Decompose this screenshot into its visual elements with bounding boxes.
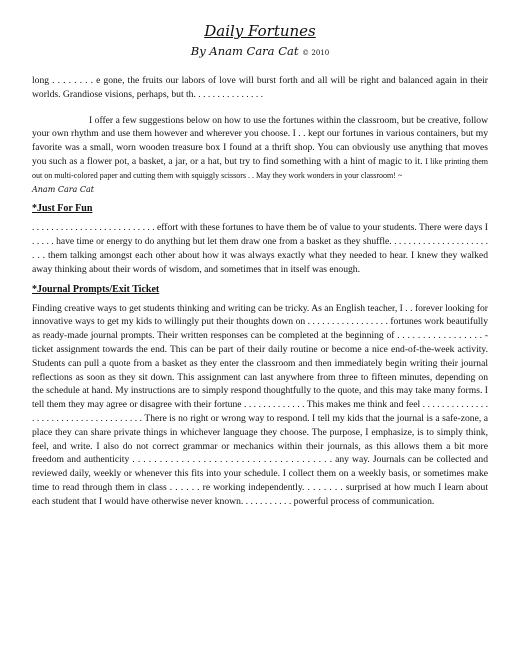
intro-paragraph: long . . . . . . . . e gone, the fruits our labors of love will burst forth and all will be right and balanced again in their worlds. Grandiose visions, perhaps, but th. . . . . . . . . . . . . . . [32, 75, 488, 100]
document-title: Daily Fortunes [204, 22, 316, 40]
fun-paragraph: . . . . . . . . . . . . . . . . . . . . . . . . . . effort with these fortunes to have them be of value to your students. There were days I . . . . . have time or energy to do anything but let them draw one from a basket as they shuffle. . . . . . . . . . . . . . . . . . . . . . . . them talking amongst each other about how it was always exactly what they needed to hear. I knew they walked away thinking about their words of wisdom, and sometimes that in itself was enough. [32, 222, 488, 275]
section-heading-just-for-fun: *Just For Fun [32, 203, 93, 215]
copyright-notice: © 2010 [302, 49, 330, 57]
author-name: By Anam Cara Cat [190, 44, 299, 58]
suggestions-small-text: I like printing them out on multi-colored paper and cutting them with squiggly scissors . . May they work wonders in your classroom! ~ [32, 156, 488, 180]
author-signature: Anam Cara Cat [32, 184, 94, 194]
suggestions-paragraph [32, 114, 488, 197]
section-heading-journal-prompts: *Journal Prompts/Exit Ticket [32, 283, 160, 295]
journal-paragraph: Finding creative ways to get students thinking and writing can be tricky. As an English teacher, I . . forever looking for innovative ways to get my kids to willingly put their thoughts down on . . . . . . . . . . . . . . . . . fortunes work beautifully as ready-made journal prompts. Their written responses can be completed at the beginning of . . . . . . . . . . . . . . . . . -ticket assignment towards the end. This can be part of their daily routine or become a nice end-of-the-week activity. Students can pull a quote from a basket as they enter the classroom and then immediately begin writing their journal reflections as soon as they sit down. This assignment can last anywhere from three to fifteen minutes, depending on the schedule at hand. My instructions are to simply respond thoughtfully to the quote, and this may take many forms. I tell them they may agree or disagree with their fortune . . . . . . . . . . . . . This makes me think and feel . . . . . . . . . . . . . . . . . . . . . . . . . . . . . . . . . . . . . There is no right or wrong way to respond. I tell my kids that the journal is a safe-zone, a place they can share private things in whichever language they choose. The purpose, I emphasize, is to simply think, feel, and write. I also do not correct grammar or mechanics within their journals, as this allows them a bit more freedom and authenticity . . . . . . . . . . . . . . . . . . . . . . . . . . . . . . . . . . . . . any way. Journals can be collected and reviewed daily, weekly or whenever this fits into your schedule. I collect them on a weekly basis, or sometimes make time to read through them in class . . . . . . re working independently. . . . . . . . surprised at how much I learn about each student that I would have otherwise never known. . . . . . . . . . . powerful process of communication. [32, 302, 488, 507]
suggestions-text: I offer a few suggestions below on how to use the fortunes within the classroom, but be creative, follow your own rhythm and use them however and wherever you choose. I . . kept our fortunes in various containers, but my favorite was a small, worn wooden treasure box I found at a thrift shop. You can obviously use anything that moves you such as a flower pot, a basket, a jar, or a hat, but try to find something with a hint of magic to it. [32, 114, 488, 167]
document-byline [32, 44, 488, 60]
